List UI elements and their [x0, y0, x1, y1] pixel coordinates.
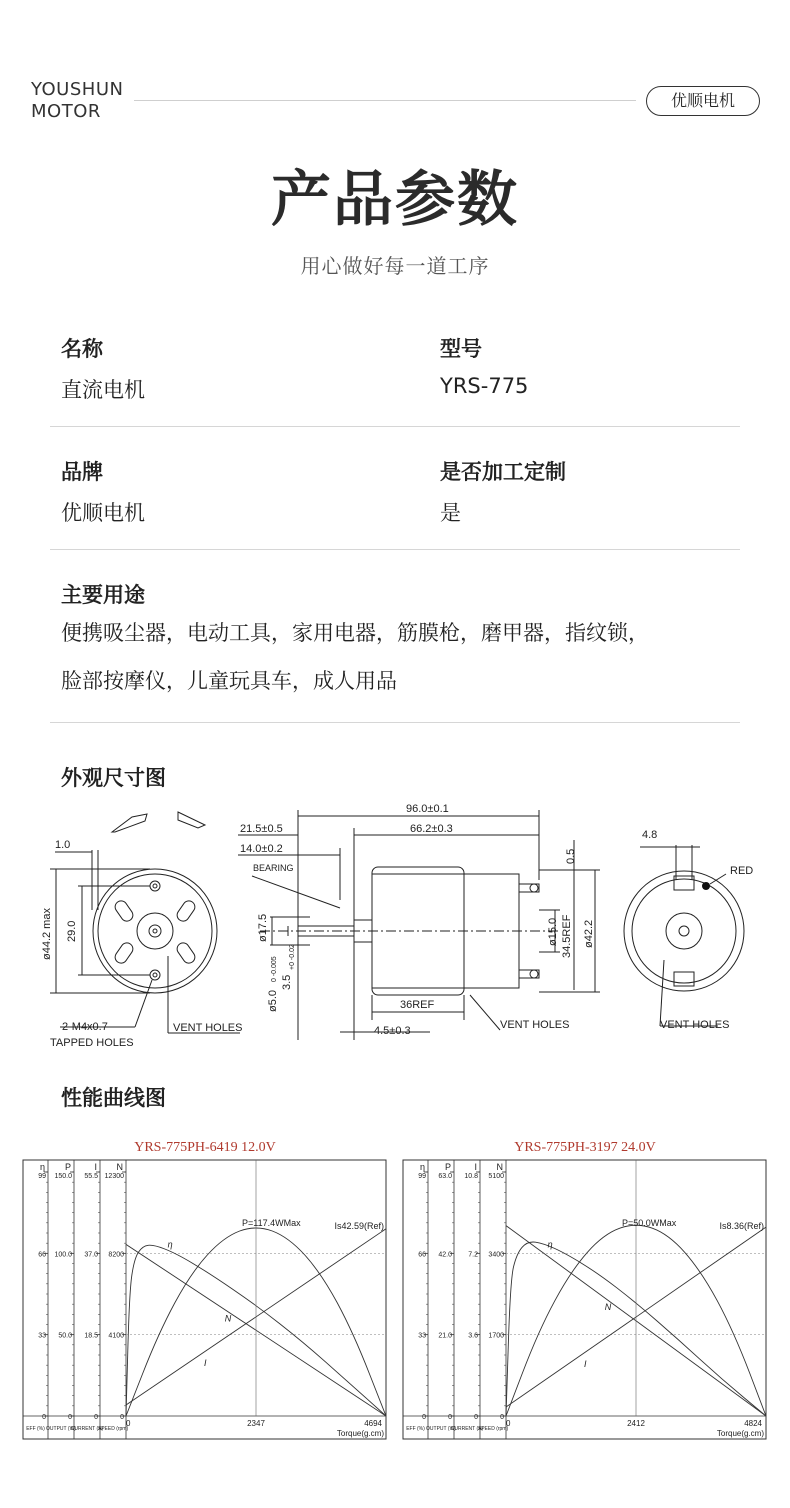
axis-tick-label: 55.5 [84, 1173, 98, 1180]
axis-unit-label: CURRENT (A) [70, 1426, 104, 1432]
dim-tapped: 2-M4x0.7 [62, 1021, 108, 1033]
dim-42-2: ø42.2 [583, 919, 595, 948]
stall-current-annotation: Is42.59(Ref) [334, 1221, 384, 1231]
spec-divider [50, 549, 740, 550]
dimension-drawing [0, 790, 790, 1060]
spec-custom-value: 是 [440, 501, 461, 525]
max-power-annotation: P=117.4WMax [242, 1218, 301, 1228]
dim-21-5: 21.5±0.5 [240, 823, 283, 835]
axis-unit-label: EFF (%) [26, 1426, 45, 1432]
axis-tick-label: 12300 [104, 1173, 124, 1180]
axis-tick-label: 4100 [108, 1332, 124, 1340]
spec-brand-value: 优顺电机 [61, 501, 145, 525]
axis-unit-label: SPEED (rpm) [477, 1426, 509, 1432]
dim-29: 29.0 [66, 920, 78, 942]
dim-44-2: ø44.2 max [41, 908, 53, 960]
axis-tick-label: 99 [418, 1173, 426, 1180]
axis-symbol: N [116, 1162, 123, 1172]
x-tick-label: 2347 [247, 1419, 265, 1428]
terminal-top [674, 876, 694, 890]
chart-frame [403, 1160, 766, 1439]
axis-tick-label: 150.0 [54, 1173, 72, 1180]
series-label: η [167, 1239, 173, 1250]
axis-tick-label: 0 [120, 1414, 124, 1421]
spec-model-label: 型号 [440, 337, 482, 361]
stall-current-annotation: Is8.36(Ref) [719, 1221, 764, 1231]
x-tick-label: 0 [506, 1419, 511, 1428]
axis-tick-label: 66 [38, 1251, 46, 1259]
axis-tick-label: 3400 [488, 1251, 504, 1259]
x-axis-label: Torque(g.cm) [336, 1429, 384, 1438]
axis-tick-label: 0 [94, 1414, 98, 1421]
spec-divider [50, 426, 740, 427]
axis-symbol: η [39, 1162, 45, 1172]
axis-unit-label: SPEED (rpm) [97, 1426, 129, 1432]
x-tick-label: 2412 [627, 1419, 645, 1428]
red-lead-label: RED [730, 865, 754, 877]
spec-divider [50, 722, 740, 723]
x-tick-label: 4824 [744, 1419, 762, 1428]
axis-tick-label: 100.0 [54, 1251, 72, 1259]
dim-96: 96.0±0.1 [406, 803, 449, 815]
axis-tick-label: 66 [418, 1251, 426, 1259]
chart-frame [23, 1160, 386, 1439]
axis-tick-label: 37.0 [84, 1251, 98, 1259]
dim-0-5: 0.5 [565, 848, 577, 864]
x-tick-label: 0 [126, 1419, 131, 1428]
dim-tapped-holes: TAPPED HOLES [50, 1037, 134, 1049]
curve-section-title: 性能曲线图 [61, 1086, 166, 1110]
x-axis-label: Torque(g.cm) [716, 1429, 764, 1438]
dim-4-8: 4.8 [642, 829, 658, 841]
axis-tick-label: 99 [38, 1173, 46, 1180]
spec-brand-label: 品牌 [61, 460, 103, 484]
x-tick-label: 4694 [364, 1419, 382, 1428]
vent-holes-label-1: VENT HOLES [173, 1022, 243, 1034]
axis-unit-label: OUTPUT (W) [46, 1426, 76, 1432]
spec-usage-line1: 便携吸尘器，电动工具，家用电器，筋膜枪，磨甲器，指纹锁， [61, 621, 649, 645]
dim-36: 36REF [400, 999, 435, 1011]
spec-usage-line2: 脸部按摩仪，儿童玩具车，成人用品 [61, 669, 397, 693]
axis-tick-label: 0 [448, 1414, 452, 1421]
dim-5-0: ø5.0 [267, 989, 279, 1012]
dim-4-5: 4.5±0.3 [374, 1025, 411, 1037]
axis-tick-label: 50.0 [58, 1332, 72, 1340]
axis-tick-label: 0 [474, 1414, 478, 1421]
axis-tick-label: 63.0 [438, 1173, 452, 1180]
chart-title: YRS-775PH-6419 12.0V [134, 1140, 276, 1155]
axis-symbol: P [444, 1162, 451, 1172]
brand-line2: MOTOR [31, 101, 101, 122]
axis-symbol: I [94, 1162, 97, 1172]
spec-name-label: 名称 [61, 337, 103, 361]
axis-tick-label: 1700 [488, 1332, 504, 1340]
axis-symbol: η [419, 1162, 425, 1172]
axis-tick-label: 10.8 [464, 1173, 478, 1180]
red-lead-marker [702, 882, 710, 890]
brand-badge: 优顺电机 [646, 86, 760, 116]
performance-chart-2 [402, 1136, 768, 1442]
axis-unit-label: CURRENT (A) [450, 1426, 484, 1432]
dim-34-5: 34.5REF [561, 914, 573, 958]
page-subtitle: 用心做好每一道工序 [300, 254, 490, 278]
axis-tick-label: 0 [500, 1414, 504, 1421]
vent-holes-label-3: VENT HOLES [660, 1019, 730, 1031]
series-label: I [204, 1358, 207, 1369]
motor-rear-outline [624, 871, 744, 991]
axis-unit-label: EFF (%) [406, 1426, 425, 1432]
dim-66-2: 66.2±0.3 [410, 823, 453, 835]
axis-symbol: N [496, 1162, 503, 1172]
axis-tick-label: 33 [38, 1332, 46, 1340]
dim-14: 14.0±0.2 [240, 843, 283, 855]
series-label: N [604, 1301, 612, 1312]
dim-5-0-tol: 0 -0.005 [271, 956, 278, 982]
spec-name-value: 直流电机 [61, 378, 145, 402]
series-label: η [547, 1239, 553, 1250]
page-title: 产品参数 [271, 165, 519, 235]
axis-symbol: I [474, 1162, 477, 1172]
brand-line1: YOUSHUN [31, 79, 124, 100]
dim-3-5-tol: +0 -0.02 [289, 944, 296, 970]
dimension-section-title: 外观尺寸图 [61, 766, 166, 790]
axis-unit-label: OUTPUT (W) [426, 1426, 456, 1432]
axis-tick-label: 0 [68, 1414, 72, 1421]
axis-tick-label: 3.6 [468, 1332, 478, 1340]
dim-1-0: 1.0 [55, 839, 71, 851]
axis-tick-label: 21.0 [438, 1332, 452, 1340]
dim-17-5: ø17.5 [257, 913, 269, 942]
axis-symbol: P [64, 1162, 71, 1172]
spec-custom-label: 是否加工定制 [440, 460, 566, 484]
axis-tick-label: 42.0 [438, 1251, 452, 1259]
axis-tick-label: 18.5 [84, 1332, 98, 1340]
axis-tick-label: 7.2 [468, 1251, 478, 1259]
bearing-label: BEARING [253, 863, 294, 873]
dim-15: ø15.0 [547, 917, 559, 946]
chart-title: YRS-775PH-3197 24.0V [514, 1140, 656, 1155]
spec-usage-label: 主要用途 [61, 583, 145, 607]
max-power-annotation: P=50.0WMax [622, 1218, 677, 1228]
rotation-arrow-icon [112, 814, 147, 832]
series-label: I [584, 1359, 587, 1370]
terminal-bottom [674, 972, 694, 986]
dim-3-5: 3.5 [281, 974, 293, 990]
axis-tick-label: 0 [42, 1414, 46, 1421]
axis-tick-label: 5100 [488, 1173, 504, 1180]
axis-tick-label: 0 [422, 1414, 426, 1421]
series-label: N [224, 1313, 232, 1324]
vent-holes-label-2: VENT HOLES [500, 1019, 570, 1031]
spec-model-value: YRS-775 [440, 374, 529, 398]
brand-name-en [31, 79, 123, 123]
header-divider [134, 100, 636, 101]
axis-tick-label: 8200 [108, 1251, 124, 1259]
axis-tick-label: 33 [418, 1332, 426, 1340]
performance-chart-1 [22, 1136, 388, 1442]
